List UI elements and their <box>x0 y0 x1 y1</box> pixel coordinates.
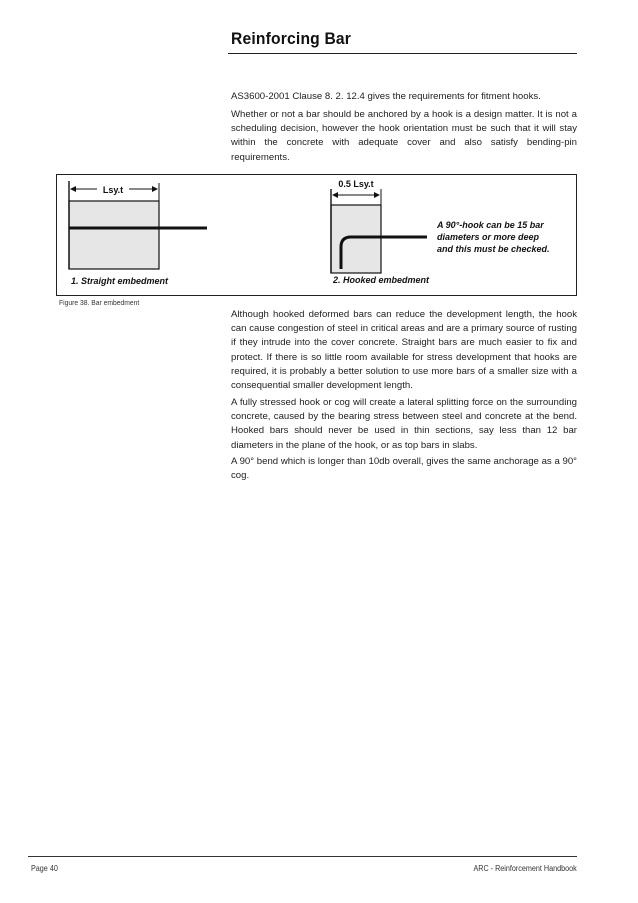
page-number: Page 40 <box>31 864 58 873</box>
footer-rule <box>28 856 577 857</box>
hooked-embedment-diagram <box>331 179 550 285</box>
paragraph-90-bend: A 90° bend which is longer than 10db overall, gives the same anchorage as a 90° cog. <box>231 456 577 482</box>
hook-note-line-3: and this must be checked. <box>437 244 550 254</box>
straight-embedment-diagram <box>69 181 207 286</box>
bar-embedment-figure <box>56 174 577 296</box>
paragraph-splitting-force: A fully stressed hook or cog will create a lateral splitting force on the surrounding concrete, caused by the bearing stress between steel and concrete at the bend. Hooked bars should never be used in thin sections, say less than 12 bar diameters in the plane of the hook, or as top bars in slabs. <box>231 397 577 451</box>
publication-name: ARC - Reinforcement Handbook <box>473 864 577 873</box>
hook-note-line-1: A 90°-hook can be 15 bar <box>437 220 544 230</box>
hook-note-line-2: diameters or more deep <box>437 232 540 242</box>
concrete-block-left <box>69 201 159 269</box>
paragraph-design-matter: Whether or not a bar should be anchored by a hook is a design matter. It is not a scheduling decision, however the hook orientation must be such that it will stay within the concrete with adequate cover and also satisfy bending-pin requirements. <box>231 109 577 163</box>
straight-embedment-label: 1. Straight embedment <box>71 276 169 286</box>
concrete-block-right <box>331 205 381 273</box>
dim-label-right: 0.5 Lsy.t <box>338 179 374 189</box>
hooked-embedment-label: 2. Hooked embedment <box>333 275 430 285</box>
figure-caption: Figure 38. Bar embedment <box>59 298 140 307</box>
dim-label-left: Lsy.t <box>102 185 124 195</box>
paragraph-clause-reference: AS3600-2001 Clause 8. 2. 12.4 gives the requirements for fitment hooks. <box>231 91 541 102</box>
bar-embedment-diagram <box>57 175 578 297</box>
page-title: Reinforcing Bar <box>231 29 352 48</box>
paragraph-hooked-bars: Although hooked deformed bars can reduce the development length, the hook can cause congestion of steel in critical areas and are a primary source of rusting if they intrude into the cover concrete. Straight bars are much easier to fix and protect. If there is so little room available for stress development that hooks are required, it is probably a better solution to use more bars of a smaller size with a consequential smaller development length. <box>231 309 577 392</box>
header-rule <box>228 53 577 54</box>
